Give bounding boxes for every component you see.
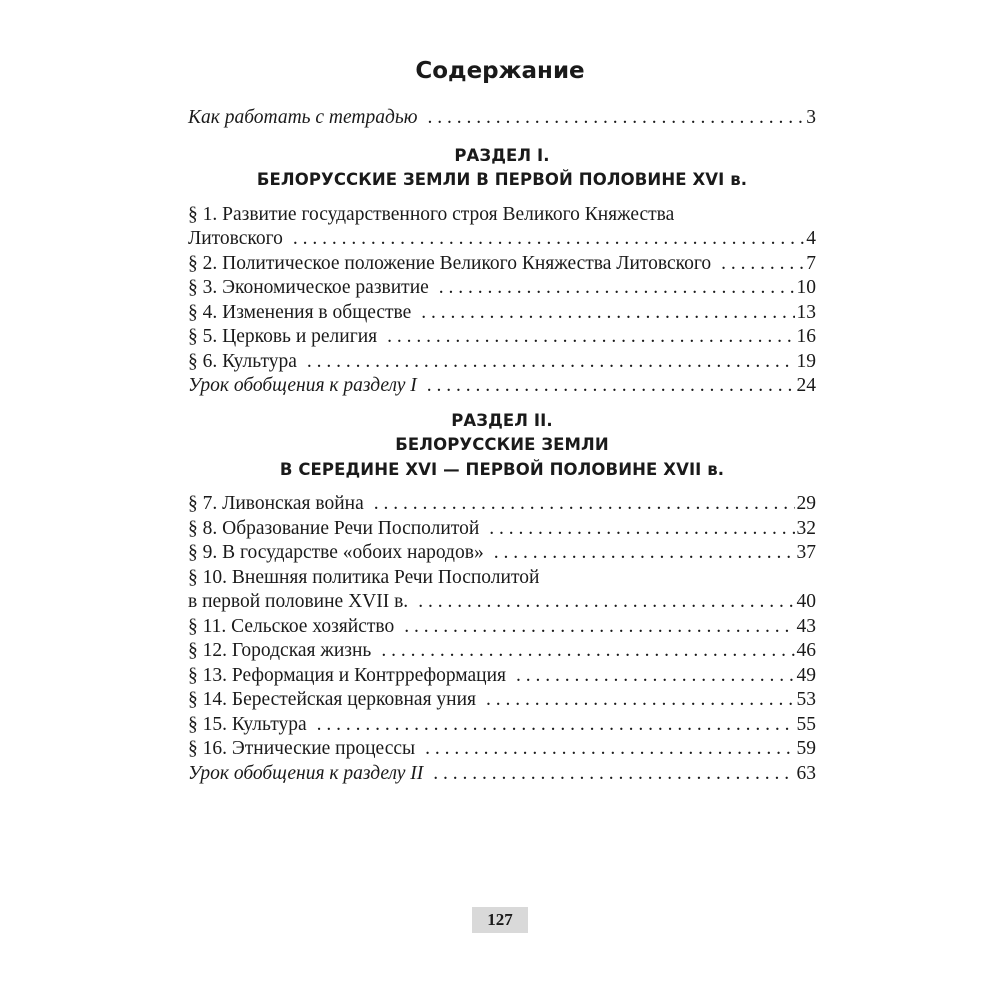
- entry-label: Литовского: [188, 228, 283, 249]
- entry-page: 59: [796, 738, 816, 759]
- toc-entry-4[interactable]: [188, 301, 816, 326]
- entry-page: 19: [796, 350, 816, 372]
- section-2-heading: [188, 409, 816, 483]
- dot-leader: [307, 350, 795, 375]
- entry-label: § 16. Этнические процессы: [188, 738, 416, 759]
- entry-label: Урок обобщения к разделу II: [188, 762, 424, 784]
- dot-leader: [433, 762, 794, 787]
- entry-label-line1: § 10. Внешняя политика Речи Посполитой: [188, 566, 540, 588]
- entry-label: § 15. Культура: [188, 713, 307, 735]
- toc-entry-6[interactable]: [188, 350, 816, 375]
- dot-leader: [387, 325, 794, 350]
- toc-entry-11[interactable]: [188, 615, 816, 640]
- entry-label: § 8. Образование Речи Посполитой: [188, 517, 480, 539]
- dot-leader: [293, 227, 804, 252]
- entry-label: § 7. Ливонская война: [188, 493, 364, 514]
- toc-entry-3[interactable]: [188, 276, 816, 301]
- toc-entry-summary-1[interactable]: [188, 374, 816, 399]
- entry-page: 32: [796, 517, 816, 539]
- entry-label: § 2. Политическое положение Великого Княжества Литовского: [188, 252, 712, 274]
- toc-entry-12[interactable]: [188, 639, 816, 664]
- entry-page: 16: [796, 326, 816, 347]
- section-1-heading: [188, 144, 816, 193]
- page-number: 127: [472, 907, 528, 933]
- toc-entry-7[interactable]: [188, 492, 816, 517]
- entry-label: § 6. Культура: [188, 350, 297, 372]
- entry-page: 10: [796, 277, 816, 298]
- toc-entry-5[interactable]: [188, 325, 816, 350]
- dot-leader: [489, 517, 794, 542]
- dot-leader: [418, 590, 794, 615]
- entry-label: § 11. Сельское хозяйство: [188, 615, 395, 637]
- dot-leader: [427, 106, 804, 131]
- dot-leader: [427, 374, 795, 399]
- dot-leader: [494, 541, 795, 566]
- dot-leader: [721, 252, 804, 277]
- entry-label: § 5. Церковь и религия: [188, 326, 378, 347]
- entry-label: § 9. В государстве «обоих народов»: [188, 542, 484, 563]
- entry-page: 24: [796, 375, 816, 396]
- dot-leader: [486, 688, 794, 713]
- entry-label: § 13. Реформация и Контрреформация: [188, 664, 506, 686]
- entry-page: 53: [796, 689, 816, 710]
- toc-entry-2[interactable]: [188, 252, 816, 277]
- section-heading-line: В СЕРЕДИНЕ XVI — ПЕРВОЙ ПОЛОВИНЕ XVII в.: [279, 459, 725, 479]
- toc-entry-1[interactable]: [188, 203, 816, 252]
- dot-leader: [516, 664, 795, 689]
- entry-page: 40: [796, 591, 816, 612]
- entry-page: 37: [796, 542, 816, 563]
- entry-page: 43: [796, 615, 816, 637]
- entry-page: 13: [796, 301, 816, 323]
- dot-leader: [317, 713, 795, 738]
- section-heading-line: БЕЛОРУССКИЕ ЗЕМЛИ В ПЕРВОЙ ПОЛОВИНЕ XVI в.: [256, 170, 748, 189]
- entry-label: Урок обобщения к разделу I: [188, 375, 417, 396]
- toc-entry-14[interactable]: [188, 688, 816, 713]
- page-title: Содержание: [415, 58, 585, 84]
- entry-page: 29: [796, 493, 816, 514]
- entry-page: 55: [796, 713, 816, 735]
- entry-label: в первой половине XVII в.: [188, 591, 409, 612]
- entry-label: Как работать с тетрадью: [188, 107, 418, 128]
- entry-label: § 14. Берестейская церковная уния: [188, 689, 477, 710]
- section-heading-line: БЕЛОРУССКИЕ ЗЕМЛИ: [395, 435, 609, 454]
- toc-entry-8[interactable]: [188, 517, 816, 542]
- toc-entry-9[interactable]: [188, 541, 816, 566]
- section-heading-line: РАЗДЕЛ II.: [451, 410, 553, 430]
- entry-page: 7: [806, 252, 816, 274]
- section-heading-line: РАЗДЕЛ I.: [454, 145, 550, 165]
- entry-page: 49: [796, 664, 816, 686]
- table-of-contents: [188, 106, 816, 786]
- toc-entry-13[interactable]: [188, 664, 816, 689]
- entry-label: § 4. Изменения в обществе: [188, 301, 412, 323]
- dot-leader: [374, 492, 795, 517]
- toc-entry-16[interactable]: [188, 737, 816, 762]
- entry-label: § 3. Экономическое развитие: [188, 277, 429, 298]
- toc-entry-intro[interactable]: [188, 106, 816, 131]
- entry-label-line1: § 1. Развитие государственного строя Великого Княжества: [188, 203, 675, 225]
- entry-page: 3: [806, 107, 816, 128]
- toc-entry-10[interactable]: [188, 566, 816, 615]
- dot-leader: [425, 737, 794, 762]
- entry-page: 63: [796, 762, 816, 784]
- dot-leader: [439, 276, 795, 301]
- toc-entry-15[interactable]: [188, 713, 816, 738]
- toc-entry-summary-2[interactable]: [188, 762, 816, 787]
- entry-page: 4: [806, 228, 816, 249]
- dot-leader: [404, 615, 794, 640]
- entry-page: 46: [796, 640, 816, 661]
- dot-leader: [421, 301, 794, 326]
- dot-leader: [381, 639, 794, 664]
- entry-label: § 12. Городская жизнь: [188, 640, 372, 661]
